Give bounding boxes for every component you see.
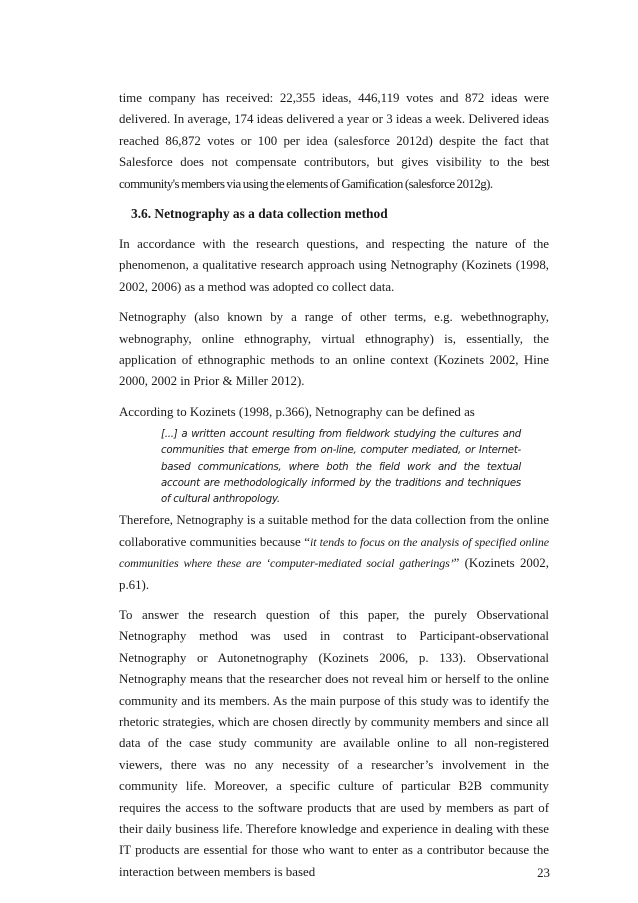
paragraph-salesforce-ideas-text: time company has received: 22,355 ideas, 446,119 votes and 872 ideas were delivered. In average, 174 ideas delivered a year or 3 ideas a week. Delivered ideas reached 86,872 votes or 100 per idea (salesforce 2012d) despite the fact that Salesforce does not compensate contributors, but gives visibility to the bbox=[119, 91, 549, 170]
paragraph-research-approach: In accordance with the research questions, and respecting the nature of the phenomenon, a qualitative research approach using Netnography (Kozinets (1998, 2002, 2006) as a method was adopted co collect data. bbox=[119, 237, 549, 294]
paragraph-salesforce-ideas-last-line: best community's members via using the elements of Gamification (salesforce 2012g). bbox=[119, 155, 549, 191]
paragraph-suitable-method-quote: it tends to focus on the analysis of specified online communities where these are ‘computer-mediated social gatherings’ bbox=[119, 534, 549, 571]
paragraph-netnography-definition: Netnography (also known by a range of other terms, e.g. webethnography, webnography, online ethnography, virtual ethnography) is, essentially, the application of ethnographic methods to an online context (Kozinets 2002, Hine 2000, 2002 in Prior & Miller 2012). bbox=[119, 310, 549, 389]
paragraph-suitable-method bbox=[119, 510, 549, 596]
paragraph-suitable-method-start: Therefore, Netnography is a suitable method for the data collection from the online collaborative communities because “ bbox=[119, 513, 549, 549]
paragraph-observational-netnography: To answer the research question of this paper, the purely Observational Netnography method was used in contrast to Participant-observational Netnography or Autonetnography (Kozinets 2006, p. 133). Observational Netnography means that the researcher does not reveal him or herself to the online community and its members. As the main purpose of this study was to identify the rhetoric strategies, which are chosen directly by community members and since all data of the case study community are available online to all non-registered viewers, there was no any necessity of a researcher’s involvement in the community life. Moreover, a specific culture of particular B2B community requires the access to the software products that are used by members as part of their daily business life. Therefore knowledge and experience in dealing with these IT products are essential for those who want to enter as a contributor because the interaction between members is based bbox=[119, 607, 549, 879]
section-heading: 3.6. Netnography as a data collection method bbox=[131, 206, 388, 222]
block-quote: [...] a written account resulting from fieldwork studying the cultures and communities that emerge from on-line, computer mediated, or Internet-based communications, where both the field work and the textual account are methodologically informed by the traditions and techniques of cultural anthropology. bbox=[161, 429, 521, 506]
paragraph-suitable-method-end: ” (Kozinets 2002, p.61). bbox=[119, 556, 549, 592]
document-page bbox=[119, 88, 549, 883]
paragraph-kozinets-intro: According to Kozinets (1998, p.366), Netnography can be defined as bbox=[119, 404, 475, 419]
page-number: 23 bbox=[537, 866, 550, 880]
paragraph-salesforce-ideas bbox=[119, 88, 549, 195]
